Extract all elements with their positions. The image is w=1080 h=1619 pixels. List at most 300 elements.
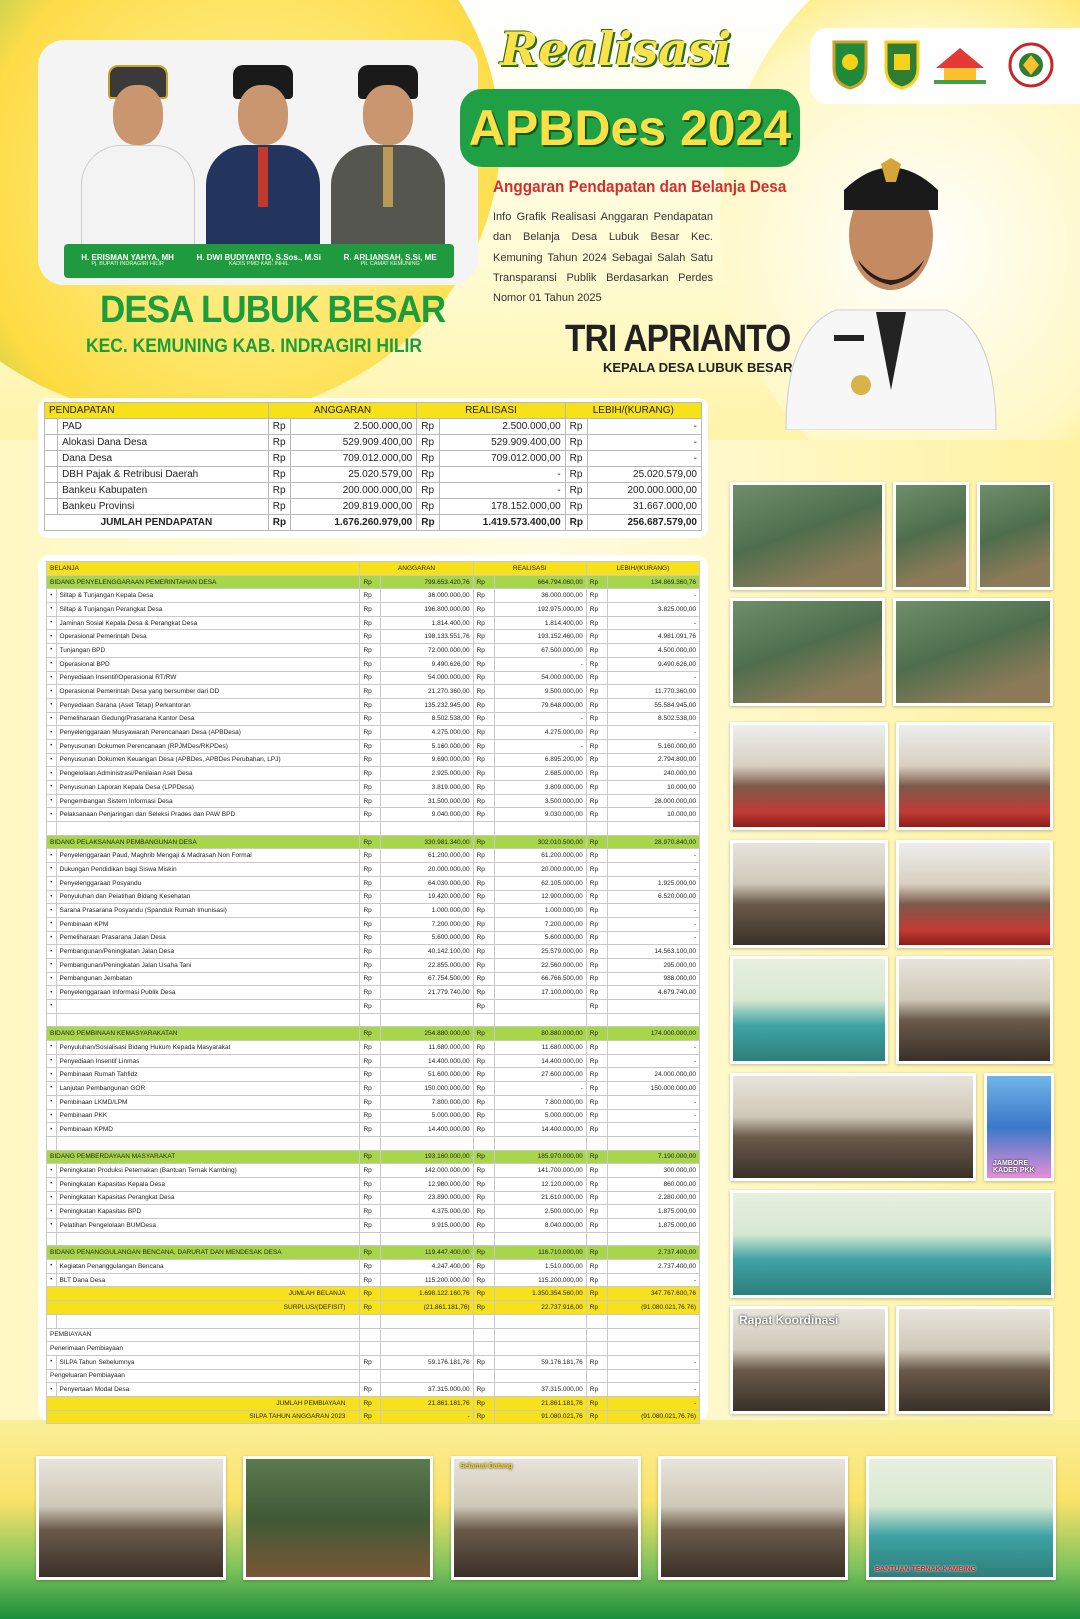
amount-value: 664.794.060,00: [494, 575, 586, 589]
photo-goats: [243, 1456, 433, 1580]
currency-cell: Rp: [586, 1287, 607, 1301]
row-label: Pembinaan KPMD: [56, 1123, 360, 1137]
amount-value: -: [607, 1109, 699, 1123]
row-label: BLT Dana Desa: [56, 1273, 360, 1287]
empty-cell: [381, 1136, 473, 1150]
empty-cell: [607, 822, 699, 836]
table-row: [47, 1177, 700, 1191]
currency-cell: Rp: [586, 616, 607, 630]
table-row: [47, 630, 700, 644]
currency-cell: Rp: [473, 794, 494, 808]
realisasi-value: 709.012.000,00: [439, 451, 565, 467]
amount-value: 4.275.000,00: [381, 726, 473, 740]
row-label: Alokasi Dana Desa: [58, 435, 269, 451]
empty-cell: [381, 1232, 473, 1246]
bullet-cell: •: [47, 808, 57, 822]
amount-value: -: [607, 1273, 699, 1287]
amount-value: [607, 1342, 699, 1356]
amount-value: -: [494, 712, 586, 726]
amount-value: 19.420.000,00: [381, 890, 473, 904]
amount-value: -: [607, 849, 699, 863]
row-label: Dukungan Pendidikan bagi Siswa Miskin: [56, 863, 360, 877]
row-label: Operasional BPD: [56, 657, 360, 671]
bullet-cell: •: [47, 603, 57, 617]
row-label: BIDANG PEMBINAAN KEMASYARAKATAN: [47, 1027, 360, 1041]
row-label: Penyelenggaraan Musyawarah Perencanaan Desa (APBDesa): [56, 726, 360, 740]
photo-caption: Selamat Datang: [460, 1463, 513, 1470]
amount-value: 1.698.122.160,76: [381, 1287, 473, 1301]
amount-value: 20.000.000,00: [494, 863, 586, 877]
bullet-cell: •: [47, 671, 57, 685]
currency-cell: Rp: [586, 1410, 607, 1424]
official-caption: [344, 254, 437, 268]
currency-cell: Rp: [473, 1123, 494, 1137]
photo-rapat-koordinasi: [730, 1306, 888, 1414]
photo-sosialisasi: [730, 1190, 1054, 1298]
amount-value: 860.000,00: [607, 1177, 699, 1191]
amount-value: 54.000.000,00: [381, 671, 473, 685]
currency-cell: Rp: [586, 1164, 607, 1178]
table-row: [47, 986, 700, 1000]
empty-cell: [56, 1314, 360, 1328]
currency-cell: Rp: [417, 467, 439, 483]
currency-cell: [473, 1342, 494, 1356]
currency-cell: Rp: [417, 515, 439, 531]
currency-cell: Rp: [586, 931, 607, 945]
amount-value: 116.710.000,00: [494, 1246, 586, 1260]
amount-value: 1.000.000,00: [494, 904, 586, 918]
amount-value: 300.000,00: [607, 1164, 699, 1178]
amount-value: 6.895.200,00: [494, 753, 586, 767]
amount-value: 5.600.000,00: [381, 931, 473, 945]
amount-value: 22.737.916,00: [494, 1301, 586, 1315]
amount-value: 27.600.000,00: [494, 1068, 586, 1082]
row-label: Bankeu Kabupaten: [58, 483, 269, 499]
amount-value: 115.200.000,00: [494, 1273, 586, 1287]
currency-cell: Rp: [473, 589, 494, 603]
table-row: [47, 1219, 700, 1233]
currency-cell: Rp: [360, 1246, 381, 1260]
amount-value: 72.000.000,00: [381, 644, 473, 658]
amount-value: 4.247.400,00: [381, 1260, 473, 1274]
bullet-cell: •: [47, 1068, 57, 1082]
currency-cell: Rp: [473, 1383, 494, 1397]
row-label: Pengelolaan Administrasi/Penilaian Aset Desa: [56, 767, 360, 781]
currency-cell: [360, 1369, 381, 1383]
bullet-cell: •: [47, 685, 57, 699]
column-header: LEBIH/(KURANG): [565, 403, 701, 419]
empty-cell: [586, 1013, 607, 1027]
table-row: [47, 1150, 700, 1164]
empty-cell: [494, 1136, 586, 1150]
amount-value: 11.770.360,00: [607, 685, 699, 699]
empty-cell: [360, 1232, 381, 1246]
row-label: Peningkatan Kapasitas BPD: [56, 1205, 360, 1219]
currency-cell: Rp: [360, 603, 381, 617]
table-header-row: [45, 403, 702, 419]
currency-cell: Rp: [586, 1205, 607, 1219]
bullet-cell: •: [47, 1177, 57, 1191]
photo-caption: BANTUAN TERNAK KAMBING: [875, 1566, 977, 1573]
photo-rapat-audience: [896, 1306, 1053, 1414]
currency-cell: Rp: [360, 917, 381, 931]
anggaran-value: 200.000.000,00: [291, 483, 417, 499]
amount-value: 2.737.400,00: [607, 1260, 699, 1274]
total-label: SILPA TAHUN ANGGARAN 2023: [47, 1410, 360, 1424]
amount-value: 1.510.000,00: [494, 1260, 586, 1274]
amount-value: 80.880.000,00: [494, 1027, 586, 1041]
currency-cell: Rp: [473, 671, 494, 685]
amount-value: 2.685.000,00: [494, 767, 586, 781]
amount-value: -: [607, 1383, 699, 1397]
table-row: [47, 1095, 700, 1109]
anggaran-value: 529.909.400,00: [291, 435, 417, 451]
row-label: PAD: [58, 419, 269, 435]
currency-cell: Rp: [360, 1027, 381, 1041]
currency-cell: Rp: [473, 698, 494, 712]
currency-cell: Rp: [360, 1287, 381, 1301]
currency-cell: Rp: [417, 435, 439, 451]
currency-cell: Rp: [360, 630, 381, 644]
empty-cell: [360, 1013, 381, 1027]
bullet-cell: •: [47, 904, 57, 918]
currency-cell: Rp: [360, 958, 381, 972]
row-label: Pembinaan PKK: [56, 1109, 360, 1123]
amount-value: 3.819.000,00: [381, 781, 473, 795]
currency-cell: Rp: [473, 1301, 494, 1315]
currency-cell: Rp: [360, 972, 381, 986]
currency-cell: Rp: [360, 1041, 381, 1055]
bullet-cell: [45, 483, 58, 499]
photo-posyandu: [730, 956, 888, 1064]
amount-value: 21.270.360,00: [381, 685, 473, 699]
currency-cell: Rp: [473, 1219, 494, 1233]
amount-value: 61.200.000,00: [381, 849, 473, 863]
currency-cell: Rp: [586, 1246, 607, 1260]
currency-cell: Rp: [473, 1082, 494, 1096]
row-label: Penyediaan Insentif Linmas: [56, 1054, 360, 1068]
table-row: [45, 467, 702, 483]
currency-cell: Rp: [586, 685, 607, 699]
table-row: [47, 849, 700, 863]
currency-cell: Rp: [586, 712, 607, 726]
empty-cell: [360, 1314, 381, 1328]
currency-cell: Rp: [360, 1082, 381, 1096]
amount-value: 55.584.945,00: [607, 698, 699, 712]
amount-value: 9.030.000,00: [494, 808, 586, 822]
belanja-table: [46, 561, 700, 1424]
amount-value: -: [607, 904, 699, 918]
bullet-cell: •: [47, 1000, 57, 1014]
currency-cell: Rp: [360, 1177, 381, 1191]
amount-value: 31.500.000,00: [381, 794, 473, 808]
photo-jambore: [984, 1073, 1054, 1181]
table-row: [45, 419, 702, 435]
amount-value: 799.653.420,76: [381, 575, 473, 589]
amount-value: 10.000,00: [607, 781, 699, 795]
empty-cell: [494, 822, 586, 836]
currency-cell: Rp: [473, 917, 494, 931]
currency-cell: Rp: [360, 616, 381, 630]
table-row: [47, 1383, 700, 1397]
currency-cell: Rp: [268, 499, 290, 515]
realisasi-title: Realisasi: [500, 22, 732, 76]
empty-cell: [381, 1314, 473, 1328]
row-label: Kegiatan Penanggulangan Bencana: [56, 1260, 360, 1274]
row-label: BIDANG PENANGGULANGAN BENCANA, DARURAT DAN MENDESAK DESA: [47, 1246, 360, 1260]
amount-value: 2.794.800,00: [607, 753, 699, 767]
bullet-cell: •: [47, 712, 57, 726]
amount-value: 67.500.000,00: [494, 644, 586, 658]
amount-value: 21.610.000,00: [494, 1191, 586, 1205]
row-label: [56, 1000, 360, 1014]
empty-cell: [473, 1013, 494, 1027]
photo-bantuan-kambing: [866, 1456, 1056, 1580]
empty-cell: [494, 1232, 586, 1246]
currency-cell: Rp: [268, 467, 290, 483]
official-name: R. ARLIANSAH, S.Si, ME: [343, 252, 437, 262]
provinsi-emblem-icon: [882, 38, 922, 90]
bullet-cell: •: [47, 986, 57, 1000]
currency-cell: Rp: [586, 1301, 607, 1315]
realisasi-value: 178.152.000,00: [439, 499, 565, 515]
realisasi-value: 2.500.000,00: [439, 419, 565, 435]
table-row: [45, 483, 702, 499]
currency-cell: Rp: [360, 753, 381, 767]
bullet-cell: •: [47, 794, 57, 808]
amount-value: 21.861.181,76: [494, 1396, 586, 1410]
amount-value: -: [607, 1123, 699, 1137]
currency-cell: Rp: [473, 726, 494, 740]
amount-value: 4.981.091,76: [607, 630, 699, 644]
empty-cell: [607, 1314, 699, 1328]
amount-value: 8.040.000,00: [494, 1219, 586, 1233]
table-row: [47, 1136, 700, 1150]
kades-name: TRI APRIANTO: [565, 318, 791, 360]
row-label: Pemeliharaan Prasarana Jalan Desa: [56, 931, 360, 945]
amount-value: [494, 1000, 586, 1014]
kabupaten-emblem-icon: [830, 38, 870, 90]
row-label: DBH Pajak & Retribusi Daerah: [58, 467, 269, 483]
amount-value: 347.767.600,76: [607, 1287, 699, 1301]
bullet-cell: •: [47, 1260, 57, 1274]
bullet-cell: •: [47, 1082, 57, 1096]
currency-cell: Rp: [268, 515, 290, 531]
anggaran-value: 709.012.000,00: [291, 451, 417, 467]
desa-logo-icon: [930, 42, 990, 86]
amount-value: 8.502.538,00: [381, 712, 473, 726]
currency-cell: Rp: [586, 835, 607, 849]
photo-officials-group: [896, 956, 1053, 1064]
table-row: [47, 739, 700, 753]
currency-cell: [586, 1369, 607, 1383]
currency-cell: Rp: [586, 1095, 607, 1109]
currency-cell: Rp: [473, 1054, 494, 1068]
amount-value: 59.176.181,76: [494, 1355, 586, 1369]
currency-cell: Rp: [360, 835, 381, 849]
table-row: [47, 890, 700, 904]
amount-value: -: [494, 657, 586, 671]
row-label: Penyuluhan dan Pelatihan Bidang Kesehatan: [56, 890, 360, 904]
row-label: Peningkatan Kapasitas Kepala Desa: [56, 1177, 360, 1191]
currency-cell: Rp: [565, 467, 587, 483]
empty-cell: [360, 822, 381, 836]
currency-cell: Rp: [473, 1273, 494, 1287]
currency-cell: Rp: [473, 575, 494, 589]
amount-value: 37.315.000,00: [494, 1383, 586, 1397]
table-row: [47, 767, 700, 781]
bullet-cell: •: [47, 1109, 57, 1123]
bullet-cell: •: [47, 972, 57, 986]
bullet-cell: •: [47, 698, 57, 712]
amount-value: 20.000.000,00: [381, 863, 473, 877]
currency-cell: Rp: [360, 575, 381, 589]
amount-value: 24.000.000,00: [607, 1068, 699, 1082]
column-header: ANGGARAN: [360, 562, 473, 576]
amount-value: 11.680.000,00: [381, 1041, 473, 1055]
selisih-value: -: [587, 451, 701, 467]
bullet-cell: •: [47, 1164, 57, 1178]
currency-cell: Rp: [473, 1095, 494, 1109]
row-label: Peningkatan Produksi Peternakan (Bantuan Ternak Kambing): [56, 1164, 360, 1178]
currency-cell: Rp: [586, 972, 607, 986]
photo-drainage-pipes: [730, 482, 885, 590]
info-paragraph: Info Grafik Realisasi Anggaran Pendapatan dan Belanja Desa Lubuk Besar Kec. Kemuning Tahun 2024 Sebagai Salah Satu Transparansi Publik Berdasarkan Perdes Nomor 01 Tahun 2025: [493, 211, 713, 305]
currency-cell: Rp: [360, 1410, 381, 1424]
amount-value: [494, 1328, 586, 1342]
table-row: [47, 644, 700, 658]
table-row: [47, 575, 700, 589]
photo-road: [977, 482, 1053, 590]
table-row: [47, 1082, 700, 1096]
amount-value: 240.000,00: [607, 767, 699, 781]
empty-cell: [607, 1232, 699, 1246]
amount-value: [494, 1342, 586, 1356]
bullet-cell: •: [47, 630, 57, 644]
official-photo-bupati: [73, 45, 203, 255]
amount-value: 7.800.000,00: [381, 1095, 473, 1109]
amount-value: -: [607, 671, 699, 685]
empty-cell: [607, 1013, 699, 1027]
amount-value: 40.142.100,00: [381, 945, 473, 959]
amount-value: 28.970.840,00: [607, 835, 699, 849]
kades-portrait: [776, 130, 1006, 430]
amount-value: 1.814.400,00: [381, 616, 473, 630]
kades-role: KEPALA DESA LUBUK BESAR: [603, 360, 793, 375]
table-row: [47, 1328, 700, 1342]
realisasi-value: 529.909.400,00: [439, 435, 565, 451]
currency-cell: Rp: [586, 1260, 607, 1274]
currency-cell: Rp: [473, 781, 494, 795]
empty-cell: [381, 1013, 473, 1027]
amount-value: 14.400.000,00: [494, 1054, 586, 1068]
amount-value: 7.200.000,00: [494, 917, 586, 931]
bullet-cell: •: [47, 958, 57, 972]
currency-cell: Rp: [586, 1068, 607, 1082]
anggaran-value: 2.500.000,00: [291, 419, 417, 435]
currency-cell: Rp: [586, 767, 607, 781]
bullet-cell: •: [47, 1191, 57, 1205]
amount-value: 192.975.000,00: [494, 603, 586, 617]
currency-cell: Rp: [586, 1082, 607, 1096]
row-label: Siltap & Tunjangan Perangkat Desa: [56, 603, 360, 617]
table-row: [47, 1301, 700, 1315]
column-header: LEBIH/(KURANG): [586, 562, 699, 576]
row-label: Penyediaan Insentif/Operasional RT/RW: [56, 671, 360, 685]
table-row: [47, 671, 700, 685]
row-label: Penyediaan Sarana (Aset Tetap) Perkantoran: [56, 698, 360, 712]
currency-cell: Rp: [360, 767, 381, 781]
currency-cell: Rp: [360, 945, 381, 959]
table-row: [47, 822, 700, 836]
currency-cell: Rp: [473, 1396, 494, 1410]
empty-cell: [56, 1013, 360, 1027]
amount-value: 1.350.354.560,00: [494, 1287, 586, 1301]
currency-cell: Rp: [586, 671, 607, 685]
table-row: [45, 435, 702, 451]
currency-cell: Rp: [586, 794, 607, 808]
currency-cell: Rp: [360, 1191, 381, 1205]
currency-cell: Rp: [473, 739, 494, 753]
row-label: Pembinaan Rumah Tahfidz: [56, 1068, 360, 1082]
table-row: [47, 1232, 700, 1246]
currency-cell: Rp: [360, 1150, 381, 1164]
bullet-cell: •: [47, 1054, 57, 1068]
table-row: [47, 1410, 700, 1424]
bullet-cell: •: [47, 1041, 57, 1055]
currency-cell: Rp: [473, 904, 494, 918]
currency-cell: Rp: [586, 1219, 607, 1233]
bullet-cell: •: [47, 644, 57, 658]
currency-cell: Rp: [360, 931, 381, 945]
amount-value: 5.160.000,00: [381, 739, 473, 753]
bullet-cell: •: [47, 849, 57, 863]
empty-cell: [473, 1136, 494, 1150]
currency-cell: Rp: [565, 483, 587, 499]
table-row: [47, 726, 700, 740]
table-row: [47, 589, 700, 603]
amount-value: 25.579.000,00: [494, 945, 586, 959]
amount-value: 302.010.500,00: [494, 835, 586, 849]
currency-cell: Rp: [473, 1287, 494, 1301]
amount-value: 7.190.000,00: [607, 1150, 699, 1164]
currency-cell: Rp: [473, 808, 494, 822]
amount-value: 9.040.000,00: [381, 808, 473, 822]
row-label: Siltap & Tunjangan Kepala Desa: [56, 589, 360, 603]
amount-value: 1.875.000,00: [607, 1219, 699, 1233]
amount-value: 5.000.000,00: [494, 1109, 586, 1123]
table-row: [47, 863, 700, 877]
bullet-cell: •: [47, 890, 57, 904]
row-label: Penyertaan Modal Desa: [56, 1383, 360, 1397]
table-row: [47, 1027, 700, 1041]
currency-cell: Rp: [360, 781, 381, 795]
table-row: [47, 1123, 700, 1137]
currency-cell: [586, 1342, 607, 1356]
bullet-cell: [45, 451, 58, 467]
amount-value: -: [607, 917, 699, 931]
amount-value: 21.779.740,00: [381, 986, 473, 1000]
currency-cell: Rp: [473, 876, 494, 890]
empty-cell: [586, 1136, 607, 1150]
table-row: [47, 685, 700, 699]
currency-cell: Rp: [360, 1068, 381, 1082]
currency-cell: [473, 1369, 494, 1383]
amount-value: 17.100.000,00: [494, 986, 586, 1000]
currency-cell: Rp: [473, 712, 494, 726]
amount-value: 1.814.400,00: [494, 616, 586, 630]
amount-value: 9.915.000,00: [381, 1219, 473, 1233]
